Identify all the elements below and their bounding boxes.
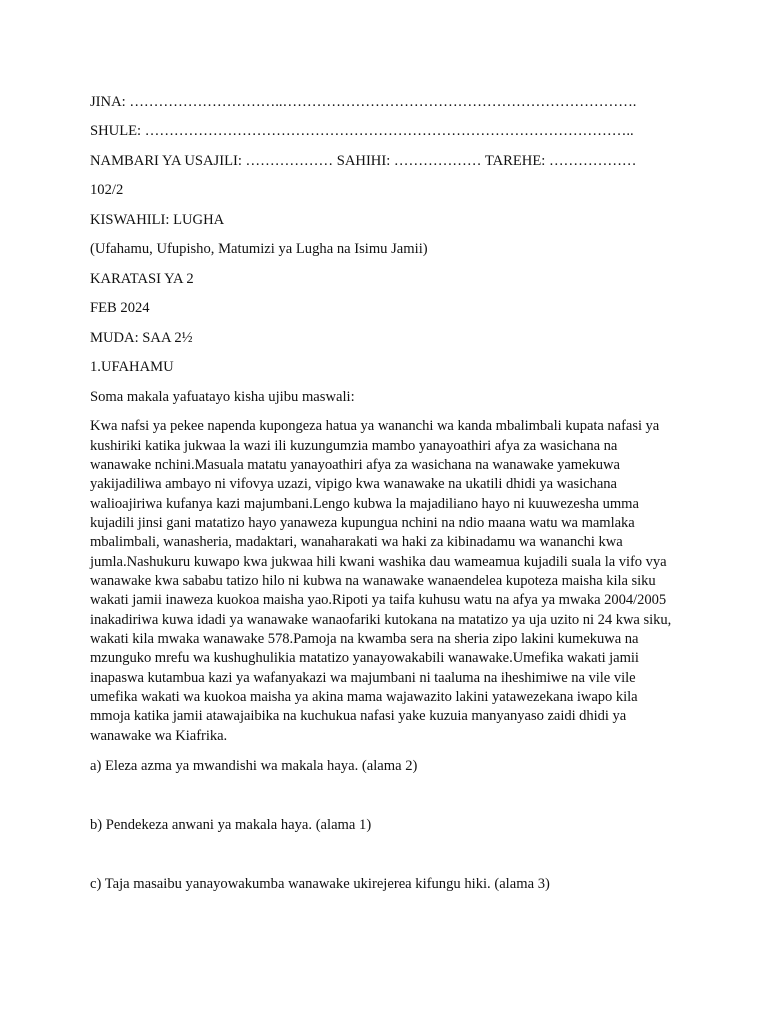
registration-field-line: NAMBARI YA USAJILI: ……………… SAHIHI: ……………… TAREHE: ……………… bbox=[90, 152, 637, 169]
section-instruction: Soma makala yafuatayo kisha ujibu maswali: bbox=[90, 388, 355, 405]
paper-code: 102/2 bbox=[90, 182, 124, 199]
answer-space bbox=[90, 835, 680, 875]
subject-title: KISWAHILI: LUGHA bbox=[90, 211, 225, 228]
question-b: b) Pendekeza anwani ya makala haya. (alama 1) bbox=[90, 816, 372, 833]
question-c: c) Taja masaibu yanayowakumba wanawake ukirejerea kifungu hiki. (alama 3) bbox=[90, 876, 550, 893]
exam-page bbox=[90, 93, 680, 895]
school-field-line: SHULE: ……………………………………………………………………………………….. bbox=[90, 123, 634, 140]
name-field-line: JINA: …………………………..………………………………………………………………. bbox=[90, 94, 637, 110]
comprehension-passage: Kwa nafsi ya pekee napenda kupongeza hatua ya wananchi wa kanda mbalimbali kupata nafasi ya kushiriki katika jukwaa la wazi ili kuzungumzia mambo yanayoathiri afya za wasichana na wanawake nchini.Masuala matatu yanayoathiri afya za wasichana na wanawake yamekuwa yakijadiliwa ambayo ni vifovya uzazi, vipigo kwa wanawake na ukatili dhidi ya wasichana walioajiriwa kufanya kazi majumbani.Lengo kubwa la majadiliano hayo ni kuuwezesha umma kujadili jinsi gani matatizo hayo yanaweza kupungua nchini na ndio maana watu wa mamlaka mbalimbali, wanasheria, madaktari, wanaharakati wa haki za kibinadamu wa wananchi kwa jumla.Nashukuru kuwapo kwa jukwaa hili kwani washika dau wameamua kujadili suala la vifo vya wanawake kwa sababu tatizo hilo ni kubwa na wanawake wanaendelea kupoteza maisha kila siku wakati jamii inaweza kuokoa maisha yao.Ripoti ya taifa kuhusu watu na afya ya mwaka 2004/2005 inakadiriwa kuwa idadi ya wanawake wanaofariki kutokana na matatizo ya uja uzito ni 24 kwa siku, wakati kila mwaka wanawake 578.Pamoja na kwamba sera na sheria zipo lakini kumekuwa na mzunguko mrefu wa kushughulikia matatizo yanayowakabili wanawake.Umefika wakati jamii inapaswa kutambua kazi ya wafanyakazi wa majumbani ni taaluma na iheshimiwe na vile vile umefika wakati wa kuokoa maisha ya akina mama wajawazito lakini yatawezekana iwapo kila mmoja katika jamii atawajaibika na kuchukua nafasi yake kuzuia manyanyaso zaidi dhidi ya wanawake wa Kiafrika. bbox=[90, 418, 672, 744]
question-a: a) Eleza azma ya mwandishi wa makala haya. (alama 2) bbox=[90, 757, 418, 774]
paper-number: KARATASI YA 2 bbox=[90, 270, 194, 287]
section-title: 1.UFAHAMU bbox=[90, 359, 174, 376]
subject-topics: (Ufahamu, Ufupisho, Matumizi ya Lugha na Isimu Jamii) bbox=[90, 241, 428, 258]
exam-date: FEB 2024 bbox=[90, 300, 150, 317]
exam-duration: MUDA: SAA 2½ bbox=[90, 329, 193, 346]
answer-space bbox=[90, 776, 680, 816]
